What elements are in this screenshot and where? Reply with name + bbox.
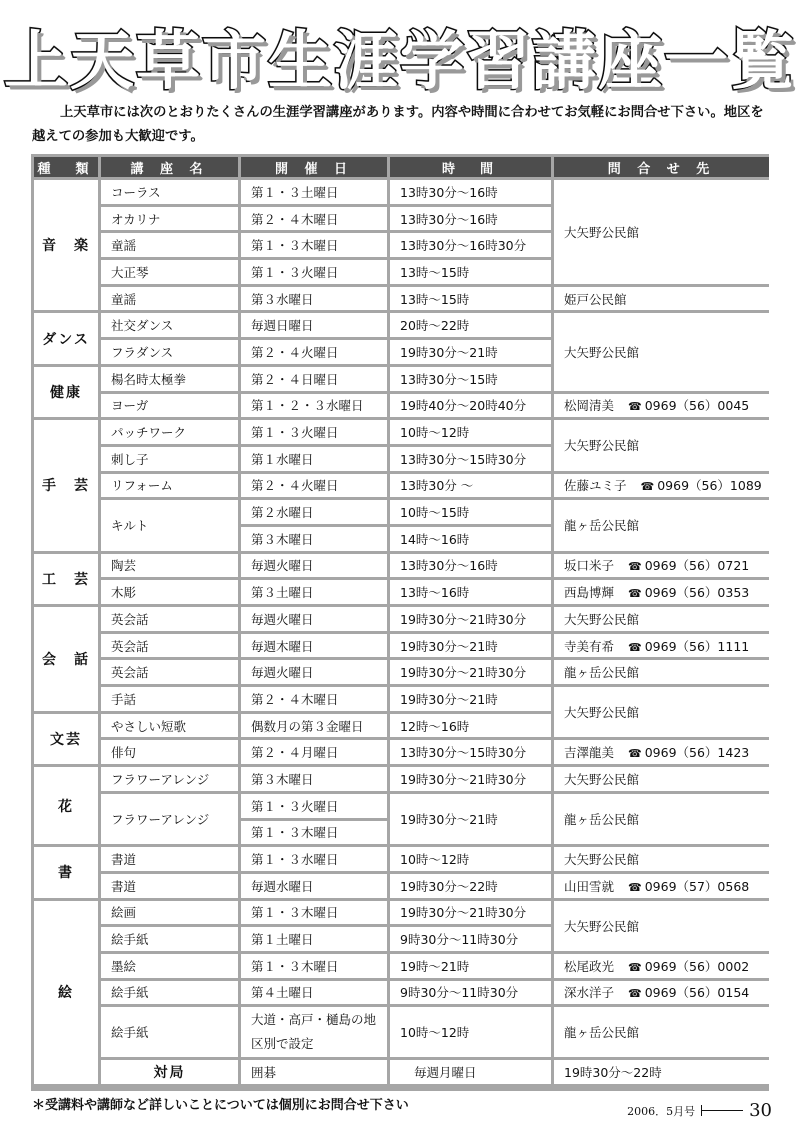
phone-number: 0969（56）1423: [644, 745, 750, 761]
course-contact: [554, 580, 769, 604]
course-name: 墨絵: [101, 954, 238, 978]
table-row: [34, 954, 772, 978]
course-day: 毎週水曜日: [241, 874, 387, 898]
phone-number: 0969（56）0353: [644, 585, 750, 601]
phone-icon: ☎: [628, 960, 642, 974]
course-name: 手話: [101, 687, 238, 711]
course-name: 英会話: [101, 634, 238, 658]
footer-rule: [701, 1110, 743, 1111]
course-name: フラワーアレンジ: [101, 794, 238, 844]
category-health: 健康: [34, 367, 98, 417]
course-day: 第１・３木曜日: [241, 233, 387, 257]
course-day: 毎週月曜日: [390, 1060, 551, 1084]
course-time: 10時～15時: [390, 500, 551, 524]
course-name: 陶芸: [101, 554, 238, 578]
table-row: [34, 847, 772, 871]
course-contact: [554, 954, 769, 978]
page-footer: [627, 1100, 772, 1121]
course-name: パッチワーク: [101, 420, 238, 444]
table-row: [34, 607, 772, 631]
course-time: 9時30分～11時30分: [390, 981, 551, 1005]
course-name: オカリナ: [101, 207, 238, 231]
course-name: 英会話: [101, 660, 238, 684]
course-name: 絵手紙: [101, 927, 238, 951]
course-time: 13時30分～16時30分: [390, 233, 551, 257]
course-time: 10時～12時: [390, 420, 551, 444]
contact-person: 西島博輝: [564, 585, 615, 601]
course-contact: 龍ヶ岳公民館: [554, 1007, 769, 1057]
header-day: 開 催 日: [241, 157, 387, 177]
course-name: やさしい短歌: [101, 714, 238, 738]
page-number: 30: [749, 1100, 772, 1121]
course-time: 19時～21時: [390, 954, 551, 978]
course-day: 第１・３土曜日: [241, 180, 387, 204]
course-time: 12時～16時: [390, 714, 551, 738]
course-time: 13時30分～16時: [390, 180, 551, 204]
course-time: 13時30分～15時30分: [390, 447, 551, 471]
course-name: 絵画: [101, 901, 238, 925]
course-table: [31, 154, 769, 1091]
table-row: [34, 634, 772, 658]
category-music: 音 楽: [34, 180, 98, 310]
course-time: 13時30分～16時: [390, 207, 551, 231]
category-flower: 花: [34, 767, 98, 844]
category-crafts: 手 芸: [34, 420, 98, 550]
table-row: [34, 554, 772, 578]
course-name: ヨーガ: [101, 394, 238, 418]
course-name: 社交ダンス: [101, 313, 238, 337]
phone-icon: ☎: [640, 480, 655, 494]
phone-number: 0969（57）0568: [644, 878, 750, 894]
course-name: 絵手紙: [101, 1007, 238, 1057]
table-row: [34, 1007, 772, 1057]
course-day: 第１・３火曜日: [241, 420, 387, 444]
phone-number: 0969（56）0045: [644, 398, 750, 414]
table-row: [34, 180, 772, 204]
issue-label: 2006．5月号: [627, 1104, 696, 1118]
contact-person: 松岡清美: [564, 398, 615, 414]
course-day: 第１・２・３水曜日: [241, 394, 387, 418]
phone-number: 0969（56）0721: [644, 558, 750, 574]
course-name: 童謡: [101, 233, 238, 257]
course-time: 19時30分～21時: [390, 687, 551, 711]
course-name: 英会話: [101, 607, 238, 631]
course-time: 19時40分～20時40分: [390, 394, 551, 418]
course-time: 13時30分 ～: [390, 474, 551, 498]
course-name: 書道: [101, 874, 238, 898]
course-day: 第２・４月曜日: [241, 740, 387, 764]
course-time: 19時30分～22時: [390, 874, 551, 898]
course-day: 第２水曜日: [241, 500, 387, 524]
category-calligraphy: 書: [34, 847, 98, 897]
category-painting: 絵: [34, 901, 98, 1084]
course-time: 13時～16時: [390, 580, 551, 604]
course-name: 大正琴: [101, 260, 238, 284]
phone-icon: ☎: [628, 987, 642, 1001]
table-row: [34, 313, 772, 337]
course-contact: 大矢野公民館: [554, 687, 769, 737]
course-contact: 姫戸公民館: [554, 287, 769, 311]
table-row: [34, 394, 772, 418]
course-contact: [554, 634, 769, 658]
intro-text: 上天草市には次のとおりたくさんの生涯学習講座があります。内容や時間に合わせてお気軽にお問合せ下さい。地区を越えての参加も大歓迎です。: [32, 105, 764, 144]
course-name: 刺し子: [101, 447, 238, 471]
course-day: 第１・３木曜日: [241, 901, 387, 925]
category-conversation: 会 話: [34, 607, 98, 711]
course-time: 19時30分～21時: [390, 794, 551, 844]
course-contact: 龍ヶ岳公民館: [554, 794, 769, 844]
phone-icon: ☎: [628, 640, 642, 654]
course-time: 19時30分～21時30分: [390, 607, 551, 631]
course-time: 13時30分～16時: [390, 554, 551, 578]
course-contact: [554, 474, 769, 498]
contact-person: 山田雪就: [564, 878, 615, 894]
table-row: [34, 500, 772, 524]
header-contact: 問 合 せ 先: [554, 157, 769, 177]
header-time: 時 間: [390, 157, 551, 177]
course-name: 楊名時太極拳: [101, 367, 238, 391]
phone-number: 0969（56）0154: [644, 985, 750, 1001]
course-day: 第３水曜日: [241, 287, 387, 311]
course-name: 俳句: [101, 740, 238, 764]
course-name: 木彫: [101, 580, 238, 604]
course-contact: [554, 981, 769, 1005]
course-name: 書道: [101, 847, 238, 871]
phone-icon: ☎: [628, 587, 642, 601]
course-name: 囲碁: [241, 1060, 387, 1084]
course-day: 毎週日曜日: [241, 313, 387, 337]
table-row: [34, 687, 772, 711]
footnote: ＊受講料や講師など詳しいことについては個別にお問合せ下さい: [32, 1098, 409, 1113]
course-time: 13時～15時: [390, 287, 551, 311]
table-header-row: [34, 157, 772, 177]
contact-person: 坂口米子: [564, 558, 615, 574]
course-name: フラワーアレンジ: [101, 767, 238, 791]
course-contact: 龍ヶ岳公民館: [554, 500, 769, 550]
page-title: 上天草市生涯学習講座一覧: [4, 25, 796, 99]
course-day: 第１・３火曜日: [241, 794, 387, 818]
course-day: 第２・４日曜日: [241, 367, 387, 391]
table-row: [34, 874, 772, 898]
course-name: コーラス: [101, 180, 238, 204]
contact-person: 佐藤ユミ子: [564, 478, 627, 494]
course-time: 19時30分～21時: [390, 634, 551, 658]
course-name: 童謡: [101, 287, 238, 311]
course-time: 19時30分～21時30分: [390, 901, 551, 925]
course-contact: 大矢野公民館: [554, 901, 769, 951]
table-row: [34, 901, 772, 925]
course-day: 第１土曜日: [241, 927, 387, 951]
course-name: フラダンス: [101, 340, 238, 364]
category-industrial: 工 芸: [34, 554, 98, 604]
course-day: 毎週火曜日: [241, 607, 387, 631]
course-day: 第２・４木曜日: [241, 207, 387, 231]
course-name: キルト: [101, 500, 238, 550]
course-day: 第２・４火曜日: [241, 474, 387, 498]
course-day: 毎週木曜日: [241, 634, 387, 658]
category-go: 対局: [101, 1060, 238, 1084]
phone-number: 0969（56）1111: [644, 638, 750, 654]
course-contact: [554, 554, 769, 578]
phone-icon: ☎: [628, 560, 642, 574]
contact-person: 深水洋子: [564, 985, 615, 1001]
course-day: 第４土曜日: [241, 981, 387, 1005]
table-row: [34, 580, 772, 604]
course-contact: [554, 874, 769, 898]
course-contact: 大矢野公民館: [554, 607, 769, 631]
course-name: 絵手紙: [101, 981, 238, 1005]
category-literature: 文芸: [34, 714, 98, 764]
course-day: 第１・３火曜日: [241, 260, 387, 284]
course-contact: 大矢野公民館: [554, 420, 769, 470]
phone-number: 0969（56）0002: [644, 958, 750, 974]
course-contact: [554, 394, 769, 418]
table-row: [34, 981, 772, 1005]
course-day: 毎週火曜日: [241, 554, 387, 578]
course-time: 13時～15時: [390, 260, 551, 284]
course-day: 第１・３木曜日: [241, 954, 387, 978]
course-time: 14時～16時: [390, 527, 551, 551]
course-contact: 大矢野公民館: [554, 313, 769, 390]
table-row: [34, 740, 772, 764]
table-row: [34, 420, 772, 444]
course-day: 第１・３水曜日: [241, 847, 387, 871]
course-time: 10時～12時: [390, 847, 551, 871]
course-contact: 龍ヶ岳公民館: [554, 660, 769, 684]
phone-icon: ☎: [628, 747, 642, 761]
course-time: 19時30分～21時30分: [390, 767, 551, 791]
table-row: [34, 767, 772, 791]
table-row: [34, 1060, 772, 1084]
category-dance: ダンス: [34, 313, 98, 363]
course-day: 第２・４木曜日: [241, 687, 387, 711]
course-time: 19時30分～21時: [390, 340, 551, 364]
course-day: 第１・３木曜日: [241, 821, 387, 845]
table-row: [34, 474, 772, 498]
course-day: 第３土曜日: [241, 580, 387, 604]
course-contact: 大矢野公民館: [554, 847, 769, 871]
course-time: 9時30分～11時30分: [390, 927, 551, 951]
course-time: 19時30分～21時30分: [390, 660, 551, 684]
course-contact: 大矢野公民館: [554, 180, 769, 284]
course-day: 第３木曜日: [241, 767, 387, 791]
phone-icon: ☎: [628, 880, 642, 894]
course-day: 第１水曜日: [241, 447, 387, 471]
phone-icon: ☎: [628, 400, 642, 414]
course-time: 20時～22時: [390, 313, 551, 337]
course-time: 10時～12時: [390, 1007, 551, 1057]
course-day: 第２・４火曜日: [241, 340, 387, 364]
course-day: 大道・高戸・樋島の地区別で設定: [241, 1007, 387, 1057]
contact-person: 松尾政光: [564, 958, 615, 974]
table-row: [34, 794, 772, 818]
course-day: 偶数月の第３金曜日: [241, 714, 387, 738]
course-contact: [554, 740, 769, 764]
course-day: 毎週火曜日: [241, 660, 387, 684]
contact-person: 吉澤龍美: [564, 745, 615, 761]
table-row: [34, 287, 772, 311]
contact-person: 寺美有希: [564, 638, 615, 654]
phone-number: 0969（56）1089: [657, 478, 762, 494]
header-category: 種 類: [34, 157, 98, 177]
course-name: リフォーム: [101, 474, 238, 498]
course-time: 13時30分～15時: [390, 367, 551, 391]
course-time: 13時30分～15時30分: [390, 740, 551, 764]
course-contact: 大矢野公民館: [554, 767, 769, 791]
header-course: 講 座 名: [101, 157, 238, 177]
course-time: 19時30分～22時: [554, 1060, 769, 1084]
course-day: 第３木曜日: [241, 527, 387, 551]
table-row: [34, 660, 772, 684]
